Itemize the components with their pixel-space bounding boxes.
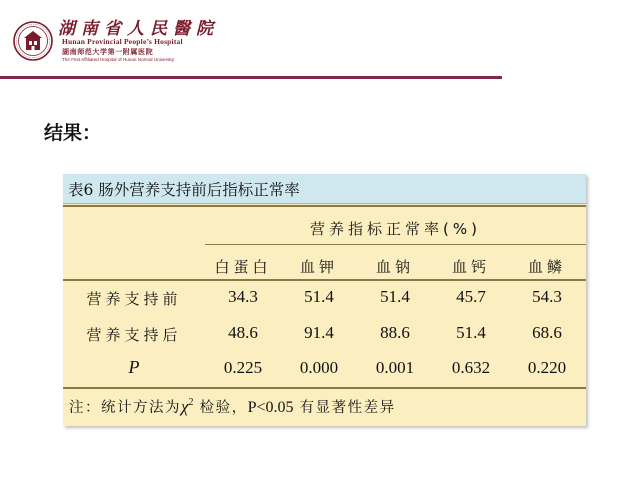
table-cell: 34.3: [228, 287, 258, 306]
header-bottom-rule: [63, 279, 586, 281]
column-header-phosphorus: 血鳞: [527, 258, 566, 276]
table-caption: 表6 肠外营养支持前后指标正常率: [68, 181, 300, 199]
results-table-figure: [63, 174, 586, 426]
table-cell: 48.6: [228, 323, 258, 342]
chi-symbol: χ: [181, 397, 189, 416]
column-header-albumin: 白蛋白: [214, 258, 272, 276]
hospital-seal-logo: [13, 21, 53, 61]
table-cell: 45.7: [456, 287, 486, 306]
column-header-sodium: 血钠: [375, 258, 414, 276]
row-label-after: 营养支持后: [86, 326, 182, 344]
row-label-before: 营养支持前: [86, 290, 182, 308]
chi-exponent: 2: [188, 397, 194, 408]
table-cell: 0.000: [299, 358, 339, 377]
table-cell: 51.4: [456, 323, 486, 342]
table-cell: 0.632: [451, 358, 491, 377]
table-cell: 54.3: [532, 287, 562, 306]
group-header: 营养指标正常率(%): [310, 220, 481, 238]
header-divider: [0, 76, 502, 79]
table-cell: 51.4: [380, 287, 410, 306]
footnote-p-threshold: P<0.05: [247, 399, 294, 416]
table-cell: 68.6: [532, 323, 562, 342]
hospital-name-calligraphy: 湖南省人民醫院: [58, 19, 219, 39]
table-cell: 0.220: [527, 358, 567, 377]
hospital-name-english: Hunan Provincial People’s Hospital: [62, 37, 183, 46]
table-cell: 51.4: [304, 287, 334, 306]
table-cell: 0.225: [223, 358, 263, 377]
footnote-test-word: 检验，: [199, 400, 248, 416]
footnote-suffix: 有显著性差异: [299, 400, 396, 416]
table-bottom-rule: [63, 387, 586, 389]
row-label-p-value: P: [128, 357, 140, 377]
column-header-potassium: 血钾: [299, 258, 338, 276]
table-caption-bar: [63, 174, 586, 204]
hospital-affiliation-chinese: 湖南师范大学第一附属医院: [62, 48, 154, 56]
hospital-affiliation-english: The First Affiliated Hospital of Hunan Normal University: [62, 57, 174, 62]
column-header-calcium: 血钙: [451, 258, 490, 276]
group-header-rule: [205, 244, 586, 245]
table-cell: 91.4: [304, 323, 334, 342]
section-heading: 结果：: [44, 122, 102, 144]
table-footnote: [69, 396, 396, 417]
table-top-rule: [63, 205, 586, 207]
table-cell: 88.6: [380, 323, 410, 342]
footnote-prefix: 注：统计方法为: [69, 400, 181, 416]
table-cell: 0.001: [375, 358, 415, 377]
